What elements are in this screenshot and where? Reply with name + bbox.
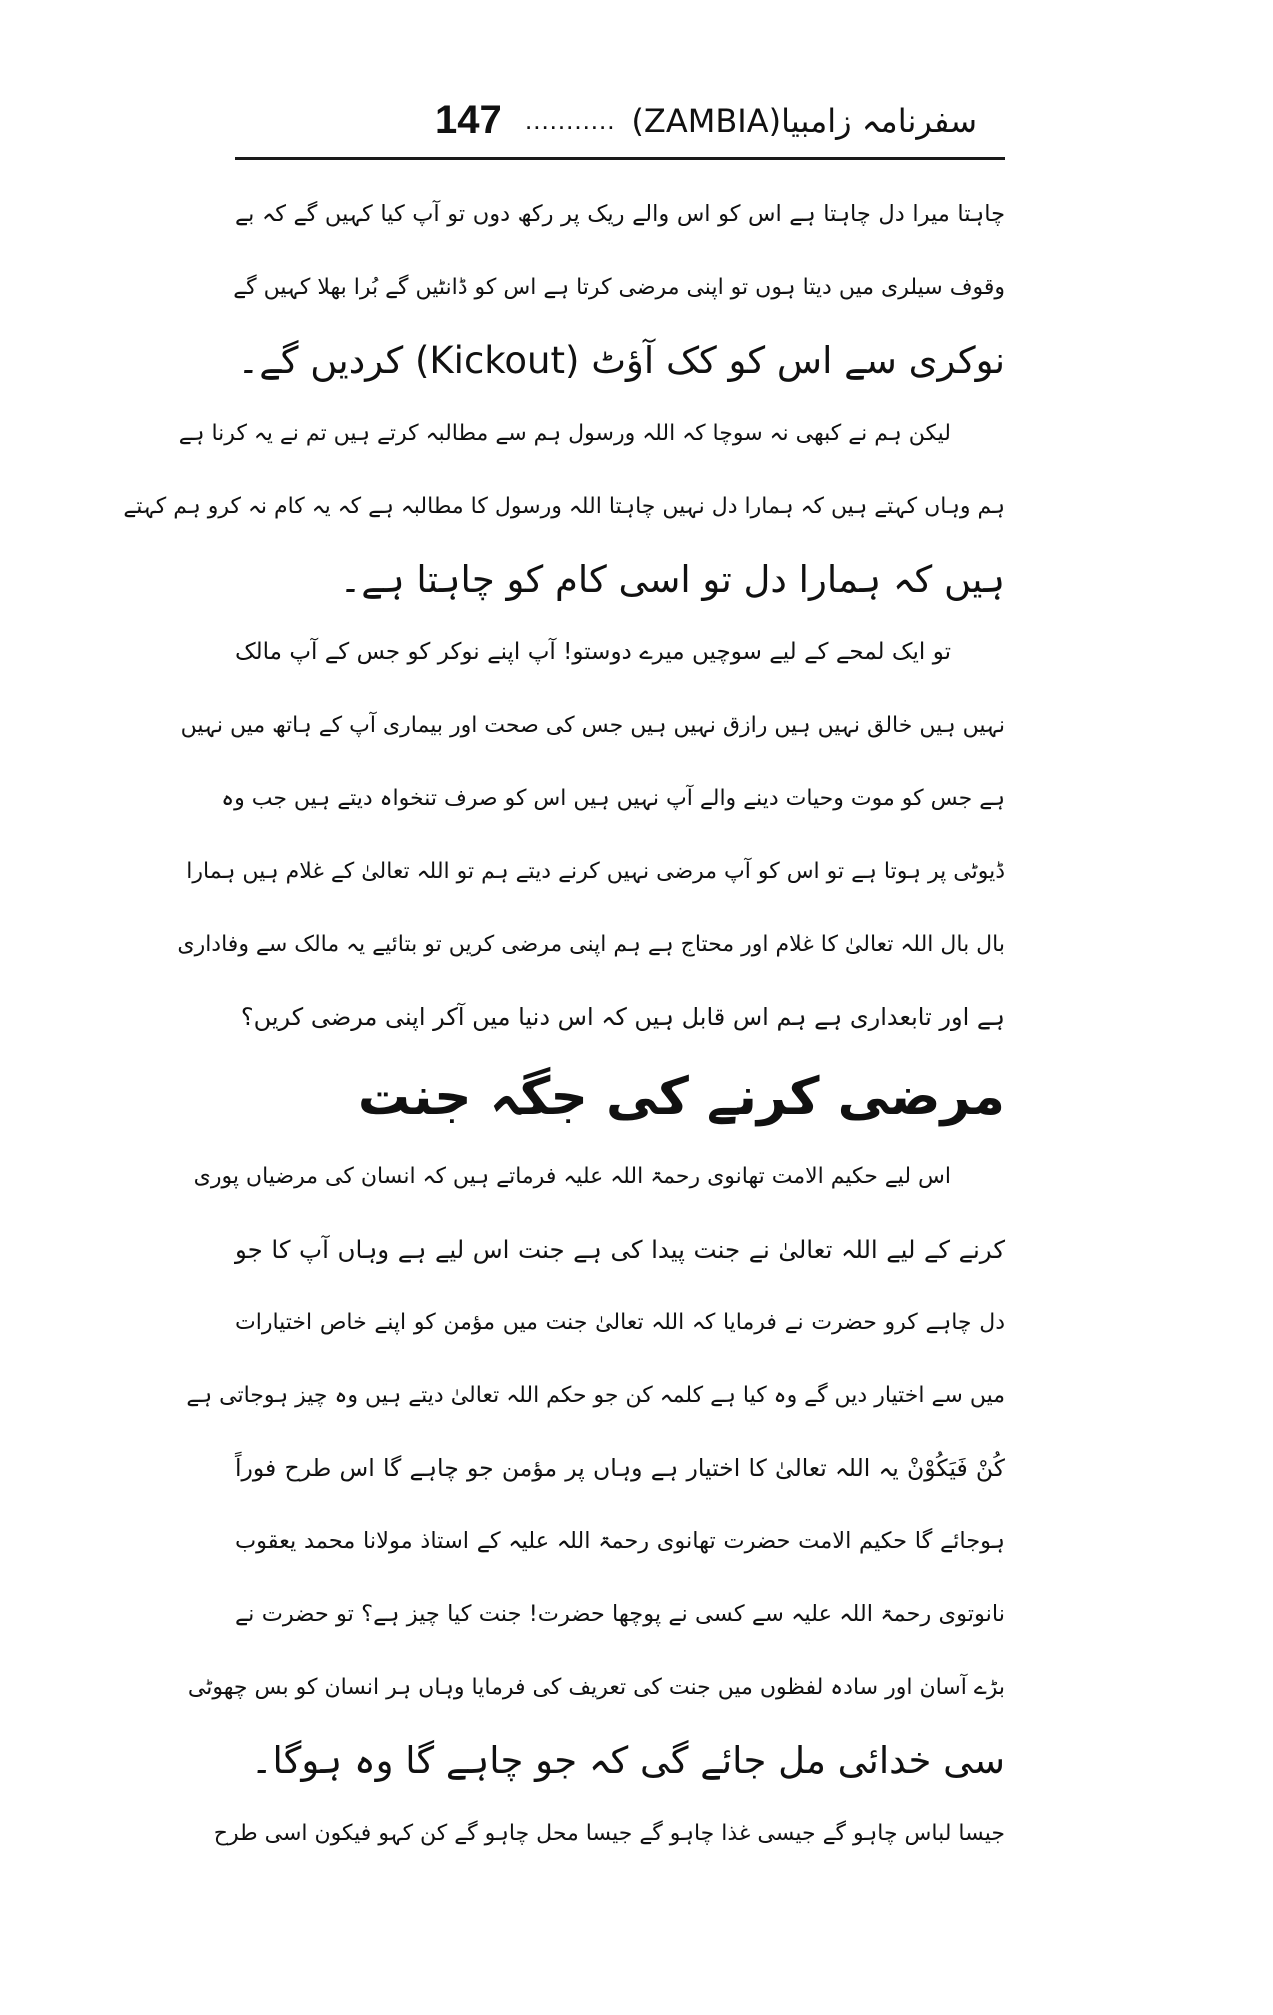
- text-line: ڈیوٹی پر ہوتا ہے تو اس کو آپ مرضی نہیں کرنے دیتے ہم تو اللہ تعالیٰ کے غلام ہیں ہمارا: [186, 859, 1005, 884]
- text-line: بال بال اللہ تعالیٰ کا غلام اور محتاج ہے ہم اپنی مرضی کریں تو بتائیے یہ مالک سے وفاداری: [177, 932, 1005, 957]
- text-line: جیسا لباس چاہو گے جیسی غذا چاہو گے جیسا محل چاہو گے کن کہو فیکون اسی طرح: [213, 1821, 1005, 1846]
- text-line: نہیں ہیں خالق نہیں ہیں رازق نہیں ہیں جس کی صحت اور بیماری آپ کے ہاتھ میں نہیں: [180, 713, 1005, 738]
- text-line: سی خدائی مل جائے گی کہ جو چاہے گا وہ ہوگا۔: [250, 1739, 1005, 1782]
- text-line: ہے اور تابعداری ہے ہم اس قابل ہیں کہ اس دنیا میں آکر اپنی مرضی کریں؟: [240, 1003, 1005, 1031]
- text-line: ہے جس کو موت وحیات دینے والے آپ نہیں ہیں اس کو صرف تنخواہ دیتے ہیں جب وہ: [221, 786, 1005, 811]
- text-line: بڑے آسان اور سادہ لفظوں میں جنت کی تعریف کی فرمایا وہاں ہر انسان کو بس چھوٹی: [187, 1675, 1005, 1700]
- text-line: کرنے کے لیے اللہ تعالیٰ نے جنت پیدا کی ہے جنت اس لیے ہے وہاں آپ کا جو: [235, 1235, 1005, 1264]
- page-header: [235, 92, 1005, 154]
- text-line: کُنْ فَیَکُوْنْ یہ اللہ تعالیٰ کا اختیار ہے وہاں پر مؤمن جو چاہے گا اس طرح فوراً: [235, 1454, 1005, 1482]
- text-line: ہم وہاں کہتے ہیں کہ ہمارا دل نہیں چاہتا اللہ ورسول کا مطالبہ ہے کہ یہ کام نہ کرو ہم کہتے: [123, 494, 1005, 519]
- section-heading: مرضی کرنے کی جگہ جنت: [357, 1067, 1005, 1127]
- page-number: 147: [435, 98, 502, 142]
- text-line: وقوف سیلری میں دیتا ہوں تو اپنی مرضی کرتا ہے اس کو ڈانٹیں گے بُرا بھلا کہیں گے: [233, 275, 1005, 300]
- header-dot-leader: ...........: [525, 105, 616, 135]
- text-line: دل چاہے کرو حضرت نے فرمایا کہ اللہ تعالیٰ جنت میں مؤمن کو اپنے خاص اختیارات: [235, 1310, 1005, 1335]
- text-line: نوکری سے اس کو کک آؤٹ (Kickout) کردیں گے۔: [237, 339, 1005, 382]
- text-line: لیکن ہم نے کبھی نہ سوچا کہ اللہ ورسول ہم سے مطالبہ کرتے ہیں تم نے یہ کرنا ہے: [178, 421, 951, 446]
- page-body: [123, 178, 1005, 1870]
- text-line: تو ایک لمحے کے لیے سوچیں میرے دوستو! آپ اپنے نوکر کو جس کے آپ مالک: [235, 639, 951, 665]
- text-line: ہوجائے گا حکیم الامت حضرت تھانوی رحمۃ اللہ علیہ کے استاذ مولانا محمد یعقوب: [235, 1528, 1005, 1554]
- text-line: چاہتا میرا دل چاہتا ہے اس کو اس والے ریک پر رکھ دوں تو آپ کیا کہیں گے کہ بے: [235, 201, 1005, 227]
- text-line: ہیں کہ ہمارا دل تو اسی کام کو چاہتا ہے۔: [339, 558, 1005, 601]
- running-title: سفرنامہ زامبیا(ZAMBIA): [631, 102, 977, 140]
- text-line: اس لیے حکیم الامت تھانوی رحمۃ اللہ علیہ فرماتے ہیں کہ انسان کی مرضیاں پوری: [193, 1164, 951, 1189]
- header-rule: [235, 157, 1005, 160]
- text-line: نانوتوی رحمۃ اللہ علیہ سے کسی نے پوچھا حضرت! جنت کیا چیز ہے؟ تو حضرت نے: [235, 1601, 1005, 1627]
- text-line: میں سے اختیار دیں گے وہ کیا ہے کلمہ کن جو حکم اللہ تعالیٰ دیتے ہیں وہ چیز ہوجاتی ہے: [186, 1383, 1005, 1408]
